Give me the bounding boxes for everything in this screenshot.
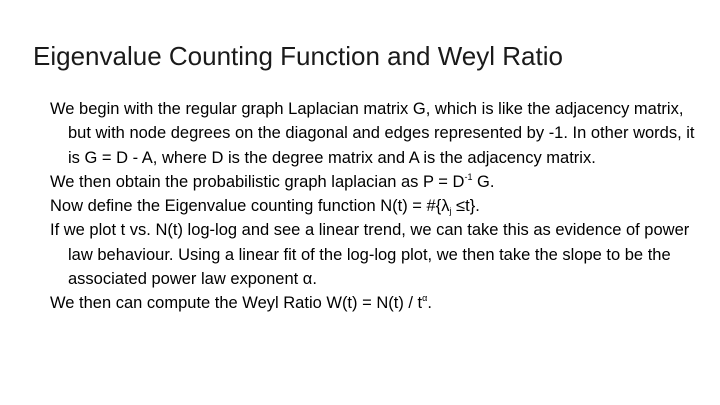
- slide-title: Eigenvalue Counting Function and Weyl Ratio: [33, 41, 563, 71]
- p5-end: .: [427, 294, 432, 313]
- p2-end: G.: [472, 172, 495, 191]
- slide-body: [50, 97, 710, 316]
- paragraph-laplacian: We begin with the regular graph Laplacian matrix G, which is like the adjacency matrix, but with node degrees on the diagonal and edges represented by -1. In other words, it is G = D - A, where D is the degree matrix and A is the adjacency matrix.: [50, 100, 695, 167]
- p3-subscript: j: [449, 206, 452, 217]
- p5-text: We then can compute the Weyl Ratio W(t) = N(t) / t: [50, 294, 423, 313]
- paragraph-weyl-ratio: [50, 291, 710, 315]
- paragraph-probabilistic-laplacian: [50, 170, 710, 194]
- paragraph-power-law: If we plot t vs. N(t) log-log and see a linear trend, we can take this as evidence of power law behaviour. Using a linear fit of the log-log plot, we then take the slope to be the associated power law exponent α.: [50, 221, 690, 289]
- p2-text: We then obtain the probabilistic graph laplacian as P = D: [50, 172, 465, 191]
- p3-end: ≤t}.: [451, 197, 480, 216]
- p3-text: Now define the Eigenvalue counting function N(t) = #{λ: [50, 197, 450, 216]
- paragraph-counting-function: [50, 194, 710, 218]
- p5-superscript: α: [422, 293, 428, 304]
- p2-superscript: -1: [464, 171, 473, 182]
